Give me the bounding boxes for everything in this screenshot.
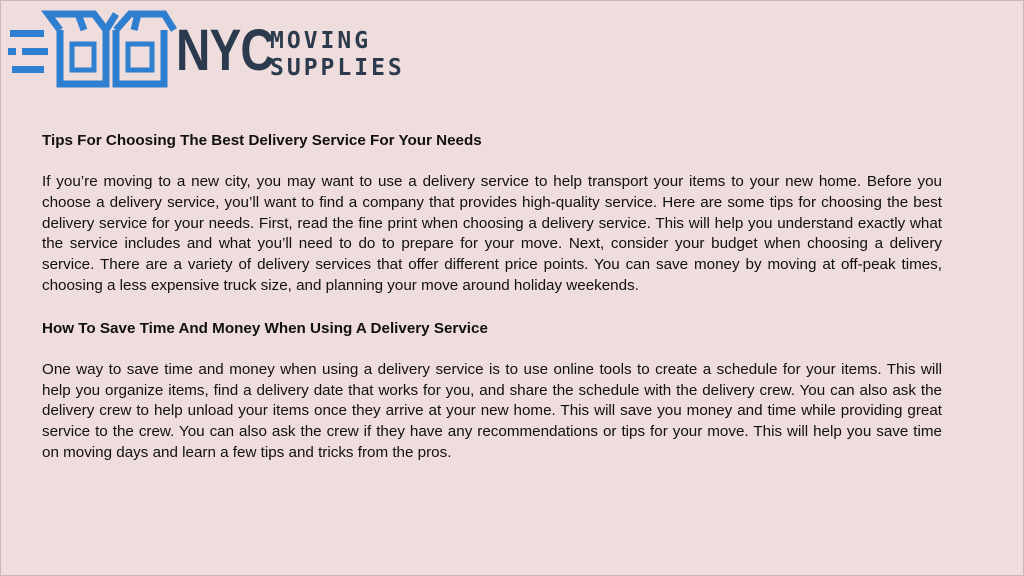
company-logo[interactable]: [8, 4, 408, 90]
article-body: [42, 131, 942, 464]
article-paragraph-tips: If you’re moving to a new city, you may want to use a delivery service to help transport your items to your new home. Before you choose a delivery service, you’ll want to find a company that provides high-quality service. Here are some tips for choosing the best delivery service for your needs. First, read the fine print when choosing a delivery service. This will help you understand exactly what the service includes and what you’ll need to do to prepare for your move. Next, consider your budget when choosing a delivery service. There are a variety of delivery services that offer different price points. You can save money by moving at off-peak times, choosing a less expensive truck size, and planning your move around holiday weekends.: [42, 173, 942, 294]
article-heading-save-time: How To Save Time And Money When Using A Delivery Service: [42, 319, 488, 337]
brand-name-nyc: NYC: [176, 18, 274, 83]
brand-name-supplies: SUPPLIES: [270, 55, 405, 81]
moving-boxes-icon: [8, 4, 178, 90]
brand-name-moving: MOVING: [270, 28, 372, 54]
article-heading-tips: Tips For Choosing The Best Delivery Service For Your Needs: [42, 132, 482, 149]
article-paragraph-save-time: One way to save time and money when using a delivery service is to use online tools to create a schedule for your items. This will help you organize items, find a delivery date that works for you, and share the schedule with the delivery crew. You can also ask the delivery crew to help unload your items once they arrive at your new home. This will save you money and time while providing great service to the crew. You can also ask the crew if they have any recommendations or tips for your move. This will help you save time on moving days and learn a few tips and tricks from the pros.: [42, 360, 942, 461]
